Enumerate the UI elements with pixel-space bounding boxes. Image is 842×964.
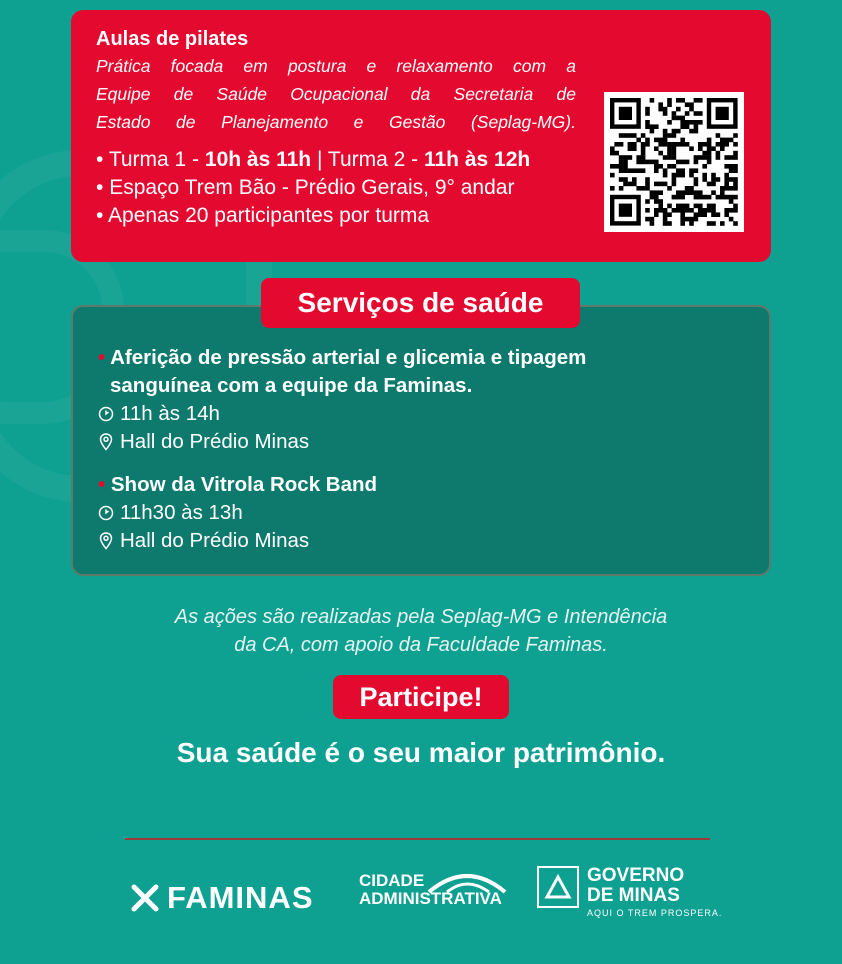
clock-icon bbox=[98, 406, 114, 422]
service-name-continued: sanguínea com a equipe da Faminas. bbox=[110, 374, 473, 397]
gov-logo-tagline: AQUI O TREM PROSPERA. bbox=[587, 908, 723, 918]
service-time: 11h às 14h bbox=[120, 402, 220, 425]
pilates-limit-item: • Apenas 20 participantes por turma bbox=[96, 202, 746, 230]
clock-icon bbox=[98, 505, 114, 521]
services-heading: Serviços de saúde bbox=[261, 278, 580, 328]
pilates-title: Aulas de pilates bbox=[96, 28, 249, 50]
services-card bbox=[71, 305, 771, 576]
pilates-schedule-item: • Turma 1 - 10h às 11h | Turma 2 - 11h às 12h bbox=[96, 146, 746, 174]
turma1-time: 10h às 11h bbox=[204, 148, 312, 171]
governo-minas-logo bbox=[537, 866, 722, 920]
service-place: Hall do Prédio Minas bbox=[120, 430, 310, 453]
arch-icon bbox=[427, 870, 507, 894]
pilates-description bbox=[96, 52, 576, 136]
turma2-time: 11h às 12h bbox=[423, 148, 531, 171]
pilates-description-line: Prática focada em postura e relaxamento com a bbox=[96, 56, 576, 76]
minas-flag-icon bbox=[537, 866, 579, 908]
service-time-row bbox=[98, 499, 377, 527]
service-item: • Show da Vitrola Rock Band 11h30 às 13h Hall do Prédio Minas bbox=[98, 471, 377, 555]
footer-note bbox=[0, 603, 842, 659]
divider bbox=[125, 838, 710, 840]
ca-logo-line2: ADMINISTRATIVA bbox=[359, 889, 502, 908]
location-pin-icon bbox=[98, 532, 114, 550]
location-pin-icon bbox=[98, 433, 114, 451]
gov-logo-line2: DE MINAS bbox=[587, 885, 680, 906]
slogan: Sua saúde é o seu maior patrimônio. bbox=[176, 737, 666, 768]
footer-note-line: As ações são realizadas pela Seplag-MG e Intendência bbox=[174, 606, 668, 628]
service-item: • Aferição de pressão arterial e glicemia e tipagem sanguínea com a equipe da Faminas. 11h às 14h Hall do Prédio Minas bbox=[98, 344, 586, 456]
service-time-row bbox=[98, 400, 586, 428]
service-place-row bbox=[98, 527, 377, 555]
faminas-logo-text: FAMINAS bbox=[167, 880, 314, 915]
service-place-row bbox=[98, 428, 586, 456]
pilates-description-line: Estado de Planejamento e Gestão (Seplag-MG). bbox=[96, 112, 576, 132]
pilates-location-item: • Espaço Trem Bão - Prédio Gerais, 9° andar bbox=[96, 174, 746, 202]
ca-logo-line1: CIDADE bbox=[359, 871, 425, 890]
pilates-description-line: Equipe de Saúde Ocupacional da Secretaria de bbox=[96, 84, 576, 104]
gov-logo-line1: GOVERNO bbox=[587, 865, 685, 886]
service-name: Aferição de pressão arterial e glicemia e tipagem bbox=[110, 346, 587, 369]
qr-code[interactable] bbox=[604, 92, 744, 232]
faminas-logo bbox=[131, 880, 314, 916]
faminas-x-icon bbox=[131, 884, 159, 912]
pilates-card bbox=[71, 10, 771, 262]
cidade-administrativa-logo bbox=[359, 872, 502, 908]
service-name: Show da Vitrola Rock Band bbox=[110, 473, 378, 496]
participate-badge: Participe! bbox=[333, 675, 509, 719]
service-place: Hall do Prédio Minas bbox=[120, 529, 310, 552]
service-time: 11h30 às 13h bbox=[120, 501, 243, 524]
footer-note-line: da CA, com apoio da Faculdade Faminas. bbox=[234, 634, 608, 656]
